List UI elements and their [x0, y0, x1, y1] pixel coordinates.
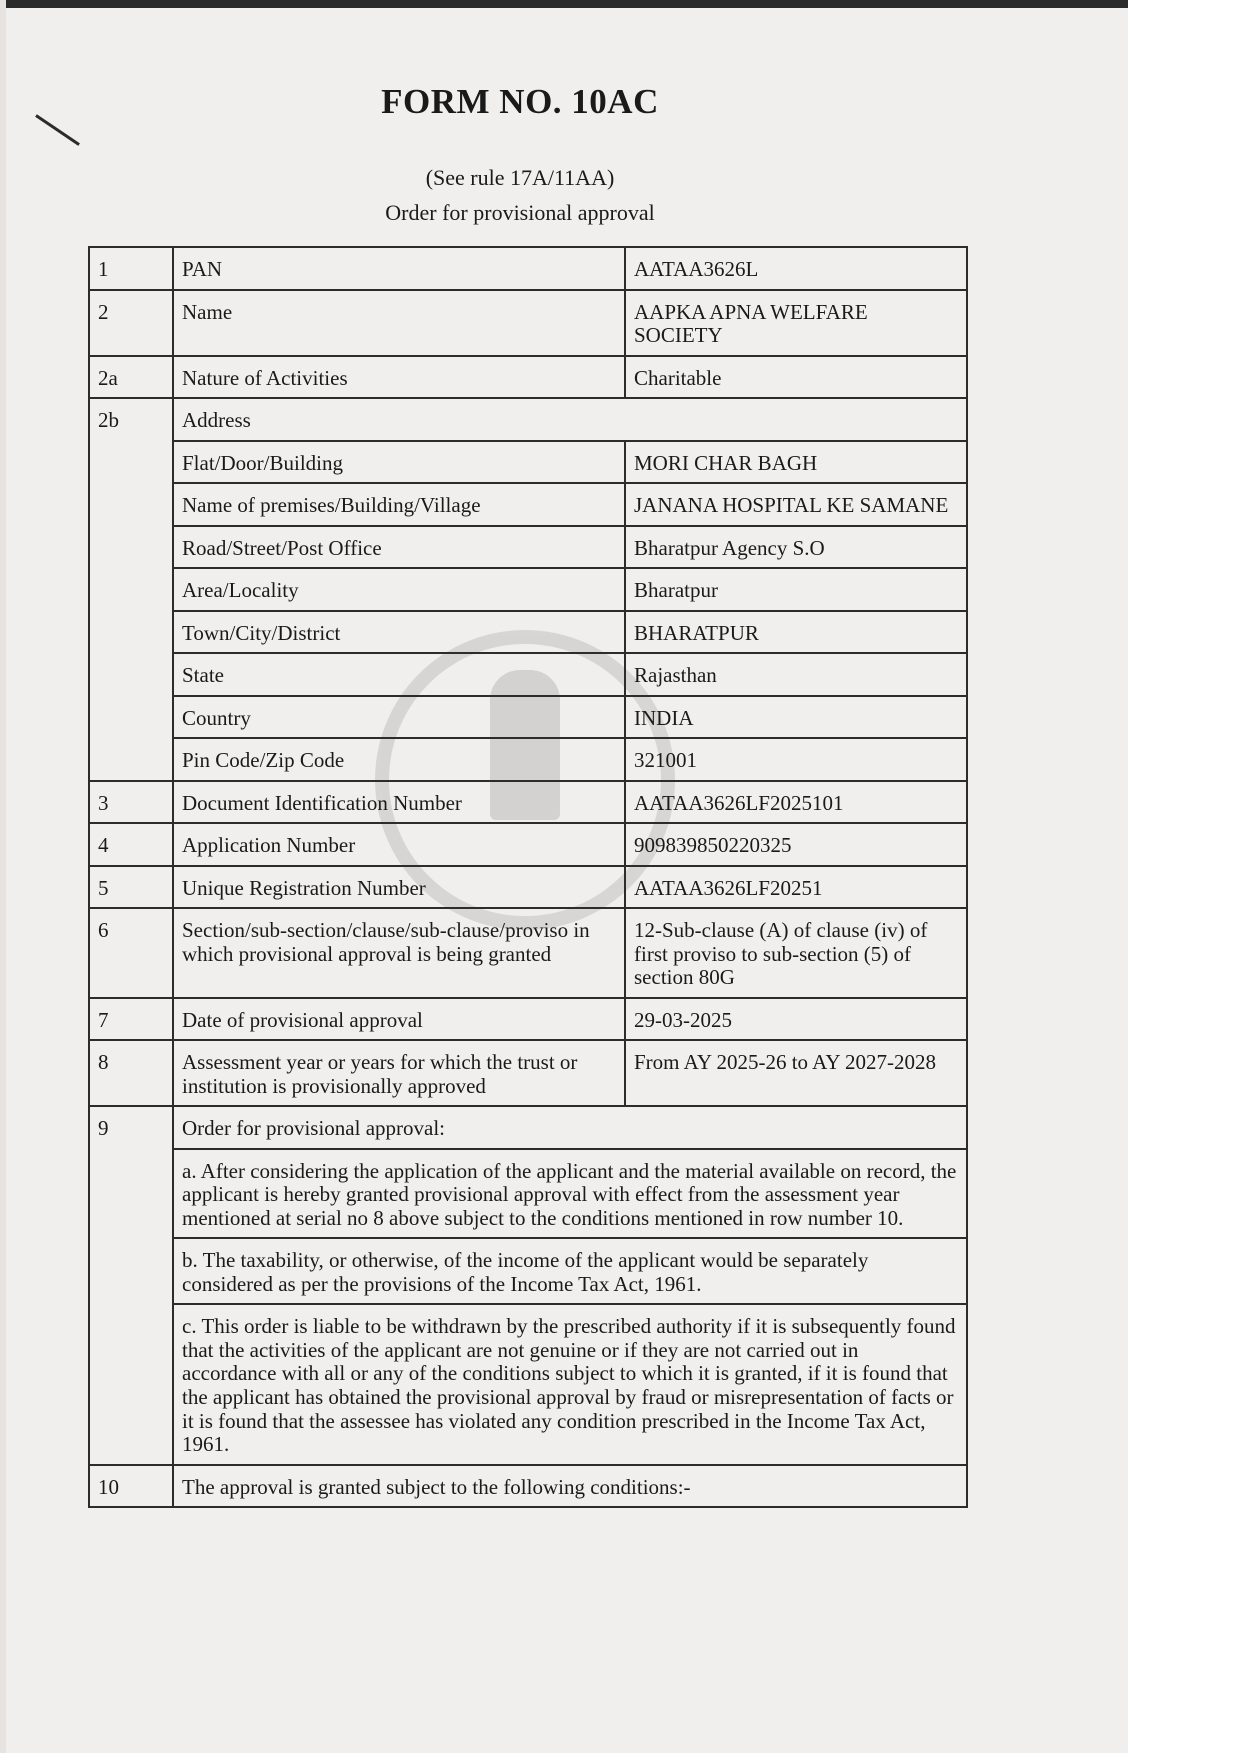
form-subtitle: Order for provisional approval: [385, 200, 655, 225]
row-number: 4: [89, 823, 173, 866]
row-label: Assessment year or years for which the trust or institution is provisionally approved: [173, 1040, 625, 1106]
row-number: 7: [89, 998, 173, 1041]
form-title: FORM NO. 10AC: [381, 82, 659, 121]
address-country: [89, 696, 967, 739]
field-value: JANANA HOSPITAL KE SAMANE: [625, 483, 967, 526]
row-label: Name: [173, 290, 625, 356]
row-urn: [89, 866, 967, 909]
row-label: Document Identification Number: [173, 781, 625, 824]
row-label: Section/sub-section/clause/sub-clause/proviso in which provisional approval is being granted: [173, 908, 625, 998]
field-value: 321001: [625, 738, 967, 781]
scan-left-edge: [0, 0, 6, 1753]
address-heading: Address: [173, 398, 967, 441]
scan-top-edge: [0, 0, 1128, 8]
order-paragraph-b: b. The taxability, or otherwise, of the income of the applicant would be separately considered as per the provisions of the Income Tax Act, 1961.: [173, 1238, 967, 1304]
address-pin: [89, 738, 967, 781]
field-label: Town/City/District: [173, 611, 625, 654]
row-name: [89, 290, 967, 356]
urn-value: AATAA3626LF20251: [625, 866, 967, 909]
row-number: 9: [89, 1106, 173, 1464]
row-assessment-year: [89, 1040, 967, 1106]
row-label: Application Number: [173, 823, 625, 866]
row-order: [89, 1106, 967, 1149]
order-heading: Order for provisional approval:: [173, 1106, 967, 1149]
order-para-b-row: [89, 1238, 967, 1304]
assessment-year-value: From AY 2025-26 to AY 2027-2028: [625, 1040, 967, 1106]
row-pan: [89, 247, 967, 290]
date-value: 29-03-2025: [625, 998, 967, 1041]
field-value: BHARATPUR: [625, 611, 967, 654]
row-number: 2: [89, 290, 173, 356]
row-label: PAN: [173, 247, 625, 290]
row-application: [89, 823, 967, 866]
row-number: 2b: [89, 398, 173, 781]
application-value: 909839850220325: [625, 823, 967, 866]
field-value: Bharatpur Agency S.O: [625, 526, 967, 569]
field-label: Pin Code/Zip Code: [173, 738, 625, 781]
row-nature: [89, 356, 967, 399]
address-premises: [89, 483, 967, 526]
field-label: Country: [173, 696, 625, 739]
section-value: 12-Sub-clause (A) of clause (iv) of first proviso to sub-section (5) of section 80G: [625, 908, 967, 998]
order-para-c-row: [89, 1304, 967, 1464]
name-value: AAPKA APNA WELFARE SOCIETY: [625, 290, 967, 356]
order-para-a-row: [89, 1149, 967, 1239]
address-road: [89, 526, 967, 569]
address-town: [89, 611, 967, 654]
address-area: [89, 568, 967, 611]
row-din: [89, 781, 967, 824]
din-value: AATAA3626LF2025101: [625, 781, 967, 824]
row-conditions: [89, 1465, 967, 1508]
row-address: [89, 398, 967, 441]
row-label: Unique Registration Number: [173, 866, 625, 909]
row-number: 3: [89, 781, 173, 824]
field-value: MORI CHAR BAGH: [625, 441, 967, 484]
field-label: Road/Street/Post Office: [173, 526, 625, 569]
row-date: [89, 998, 967, 1041]
row-section: [89, 908, 967, 998]
field-value: Rajasthan: [625, 653, 967, 696]
row-number: 6: [89, 908, 173, 998]
row-label: Nature of Activities: [173, 356, 625, 399]
row-number: 10: [89, 1465, 173, 1508]
field-label: Area/Locality: [173, 568, 625, 611]
row-number: 5: [89, 866, 173, 909]
conditions-label: The approval is granted subject to the following conditions:-: [173, 1465, 967, 1508]
row-number: 1: [89, 247, 173, 290]
rule-reference: (See rule 17A/11AA): [425, 165, 615, 190]
field-label: Name of premises/Building/Village: [173, 483, 625, 526]
order-paragraph-c: c. This order is liable to be withdrawn by the prescribed authority if it is subsequently found that the activities of the applicant are not genuine or if they are not carried out in accordance with all or any of the conditions subject to which it is granted, if it is found that the applicant has obtained the provisional approval by fraud or misrepresentation of facts or it is found that the assessee has violated any condition prescribed in the Income Tax Act, 1961.: [173, 1304, 967, 1464]
nature-value: Charitable: [625, 356, 967, 399]
field-value: Bharatpur: [625, 568, 967, 611]
row-number: 8: [89, 1040, 173, 1106]
field-label: Flat/Door/Building: [173, 441, 625, 484]
row-label: Date of provisional approval: [173, 998, 625, 1041]
field-value: INDIA: [625, 696, 967, 739]
address-state: [89, 653, 967, 696]
row-number: 2a: [89, 356, 173, 399]
order-paragraph-a: a. After considering the application of the applicant and the material available on record, the applicant is hereby granted provisional approval with effect from the assessment year mentioned at serial no 8 above subject to the conditions mentioned in row number 10.: [173, 1149, 967, 1239]
field-label: State: [173, 653, 625, 696]
pan-value: AATAA3626L: [625, 247, 967, 290]
approval-form-table: [88, 246, 968, 1508]
address-flat: [89, 441, 967, 484]
